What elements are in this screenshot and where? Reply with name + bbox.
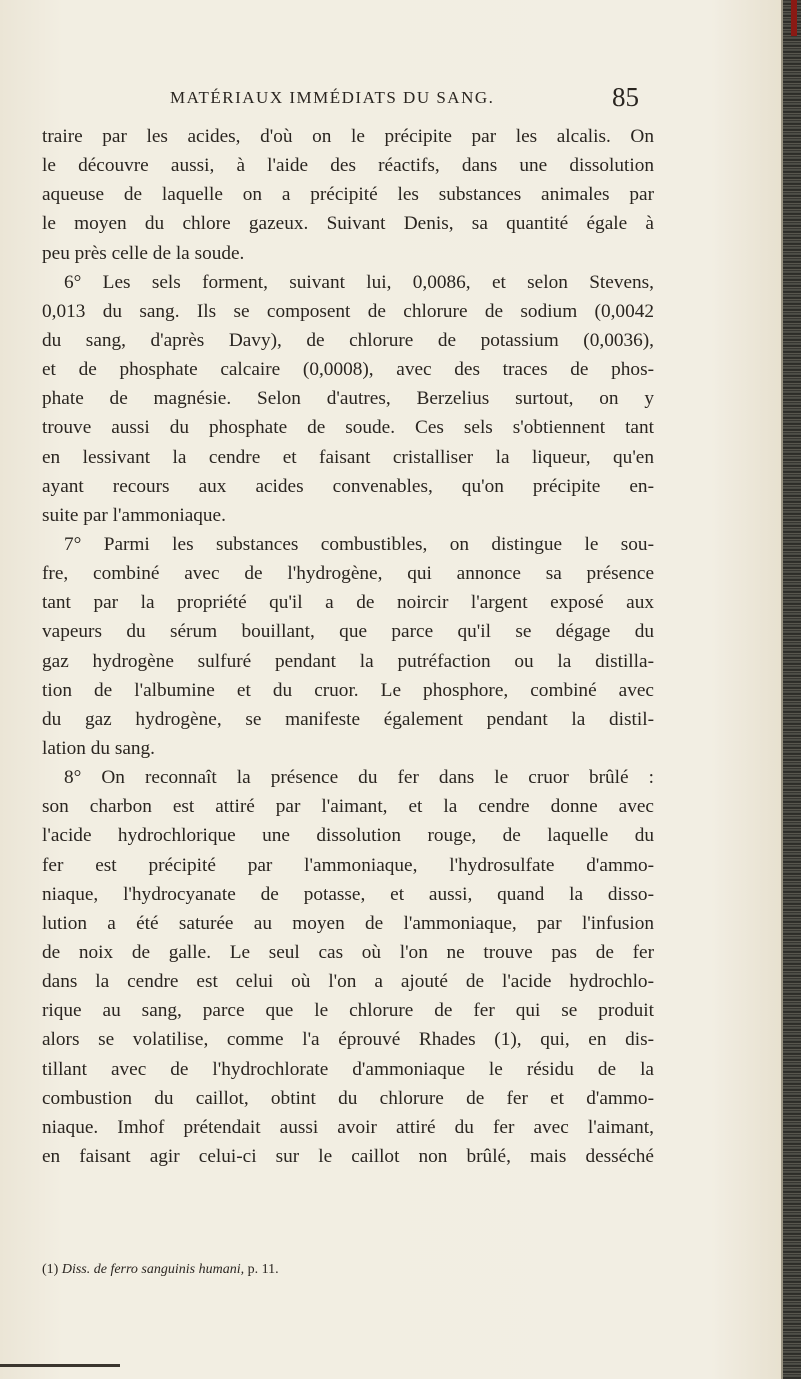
text-line: et de phosphate calcaire (0,0008), avec des traces de phos-	[42, 359, 654, 381]
text-line: phate de magnésie. Selon d'autres, Berzelius surtout, on y	[42, 388, 654, 410]
text-line: du gaz hydrogène, se manifeste également pendant la distil-	[42, 708, 654, 730]
edge-accent	[791, 0, 797, 36]
footnote-title: Diss. de ferro sanguinis humani,	[61, 1262, 245, 1277]
text-line: lation du sang.	[42, 737, 155, 759]
text-line: suite par l'ammoniaque.	[42, 504, 226, 526]
running-head: MATÉRIAUX IMMÉDIATS DU SANG.	[170, 88, 495, 107]
text-line: en faisant agir celui-ci sur le caillot non brûlé, mais desséché	[42, 1145, 654, 1167]
page-number: 85	[612, 82, 639, 112]
text-line: gaz hydrogène sulfuré pendant la putréfaction ou la distilla-	[42, 650, 654, 672]
text-line: niaque, l'hydrocyanate de potasse, et aussi, quand la disso-	[42, 883, 654, 905]
bottom-rule	[0, 1364, 120, 1367]
text-line: en lessivant la cendre et faisant cristalliser la liqueur, qu'en	[42, 446, 654, 468]
text-line: son charbon est attiré par l'aimant, et la cendre donne avec	[42, 796, 654, 818]
footnote-marker: (1)	[42, 1262, 59, 1277]
text-line: 6° Les sels forment, suivant lui, 0,0086, et selon Stevens,	[64, 271, 654, 293]
text-line: peu près celle de la soude.	[42, 242, 245, 264]
text-line: vapeurs du sérum bouillant, que parce qu'il se dégage du	[42, 621, 654, 643]
text-line: fer est précipité par l'ammoniaque, l'hydrosulfate d'ammo-	[42, 854, 654, 876]
text-line: niaque. Imhof prétendait aussi avoir attiré du fer avec l'aimant,	[42, 1116, 654, 1138]
text-line: lution a été saturée au moyen de l'ammoniaque, par l'infusion	[42, 912, 654, 934]
body-text	[42, 122, 654, 1171]
text-line: de noix de galle. Le seul cas où l'on ne trouve pas de fer	[42, 941, 654, 963]
text-line: 0,013 du sang. Ils se composent de chlorure de sodium (0,0042	[42, 300, 654, 322]
text-line: aqueuse de laquelle on a précipité les substances animales par	[42, 184, 654, 206]
binding-edge	[781, 0, 801, 1379]
text-line: fre, combiné avec de l'hydrogène, qui annonce sa présence	[42, 563, 654, 585]
text-line: rique au sang, parce que le chlorure de fer qui se produit	[42, 1000, 654, 1022]
text-line: du sang, d'après Davy), de chlorure de potassium (0,0036),	[42, 329, 654, 351]
text-line: dans la cendre est celui où l'on a ajouté de l'acide hydrochlo-	[42, 971, 654, 993]
footnote-page-ref: p. 11.	[247, 1262, 279, 1277]
text-line: combustion du caillot, obtint du chlorure de fer et d'ammo-	[42, 1087, 654, 1109]
page-header	[0, 82, 760, 114]
text-line: l'acide hydrochlorique une dissolution rouge, de laquelle du	[42, 825, 654, 847]
text-line: trouve aussi du phosphate de soude. Ces sels s'obtiennent tant	[42, 417, 654, 439]
text-line: 7° Parmi les substances combustibles, on distingue le sou-	[64, 533, 654, 555]
text-line: tillant avec de l'hydrochlorate d'ammoniaque le résidu de la	[42, 1058, 654, 1080]
text-line: traire par les acides, d'où on le précipite par les alcalis. On	[42, 126, 654, 147]
text-line: le moyen du chlore gazeux. Suivant Denis, sa quantité égale à	[42, 213, 654, 235]
footnote	[42, 1262, 279, 1278]
text-line: tion de l'albumine et du cruor. Le phosphore, combiné avec	[42, 679, 654, 701]
text-line: alors se volatilise, comme l'a éprouvé Rhades (1), qui, en dis-	[42, 1029, 654, 1051]
text-line: ayant recours aux acides convenables, qu'on précipite en-	[42, 475, 654, 497]
text-line: 8° On reconnaît la présence du fer dans le cruor brûlé :	[64, 767, 654, 789]
text-line: le découvre aussi, à l'aide des réactifs, dans une dissolution	[42, 155, 654, 177]
text-line: tant par la propriété qu'il a de noircir l'argent exposé aux	[42, 592, 654, 614]
